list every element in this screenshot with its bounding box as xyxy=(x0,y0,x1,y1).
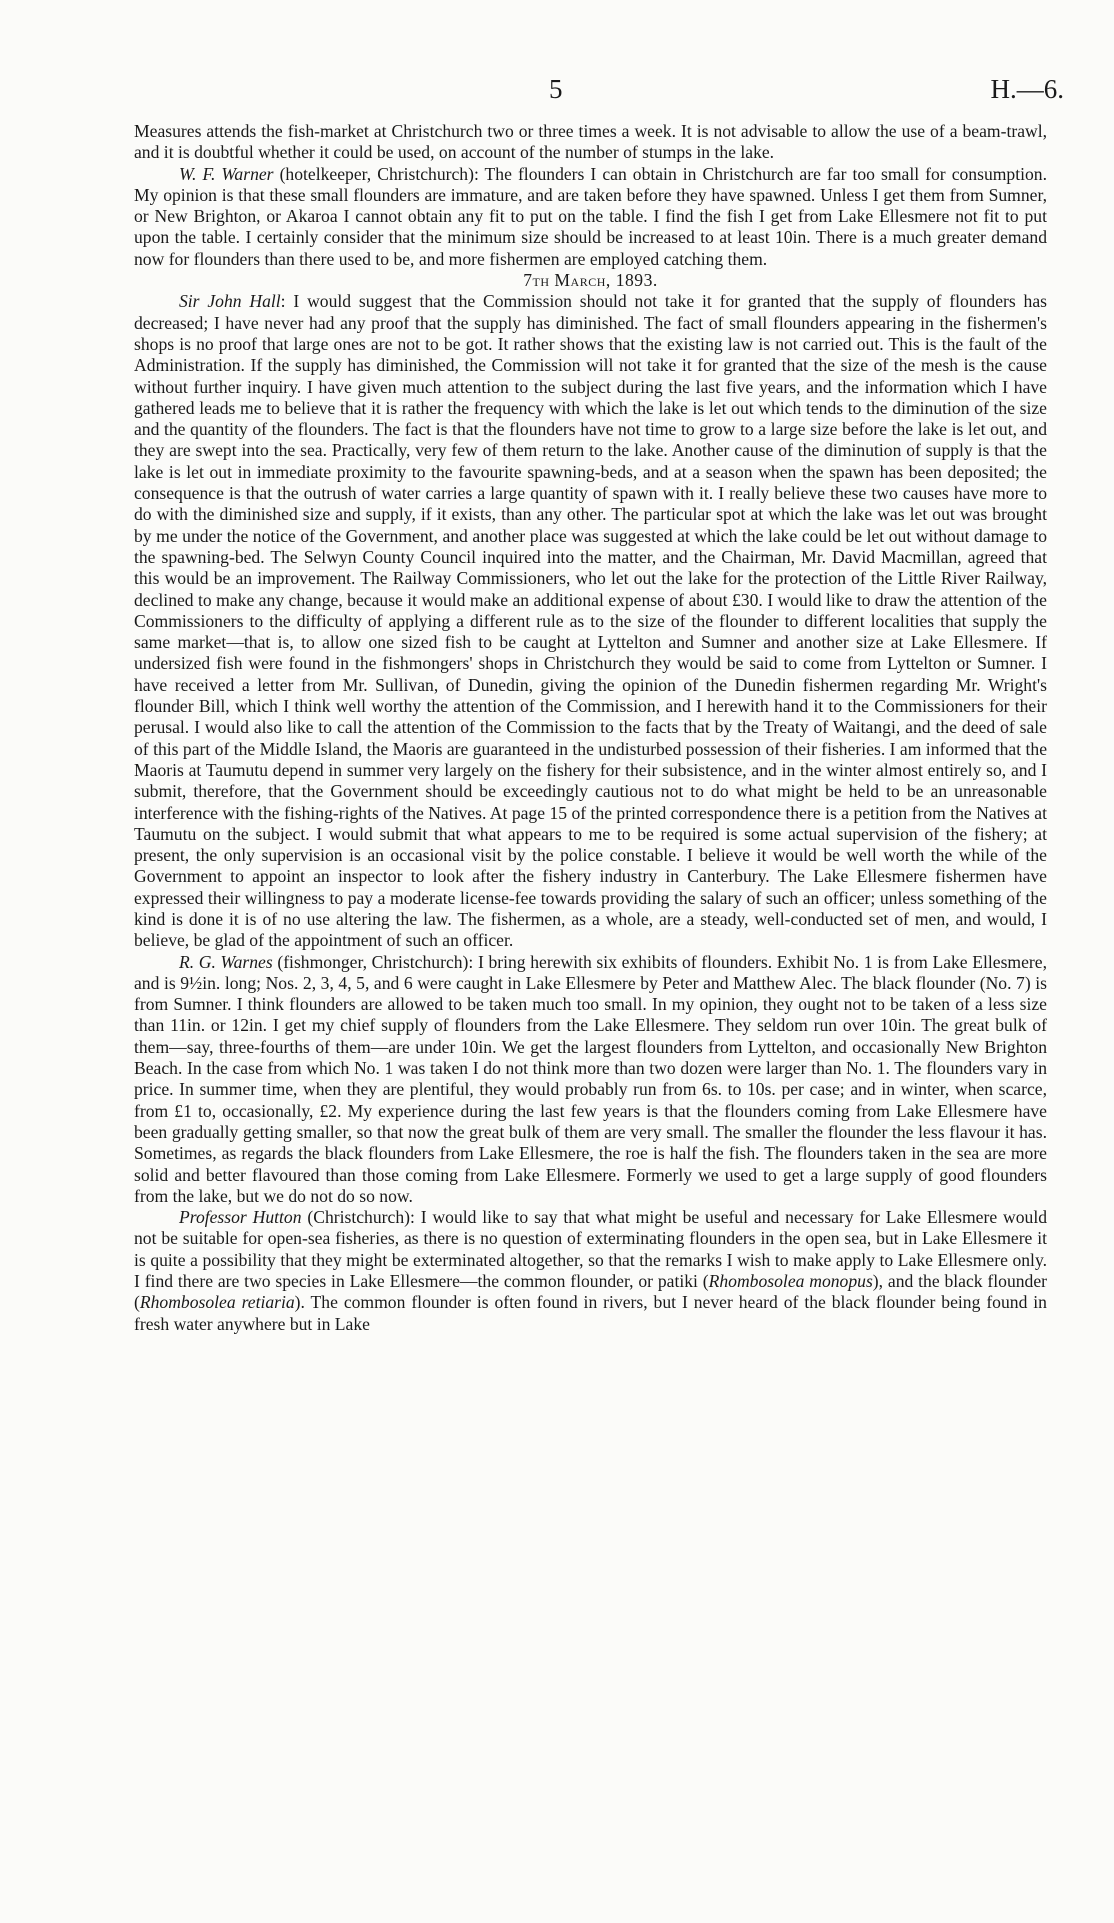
testimony-text: (hotelkeeper, Christchurch): The flounders I can obtain in Christchurch are far too small for consumption. My opinion is that these small flounders are immature, and are taken before they have spawned. Unless I get them from Sumner, or New Brighton, or Akaroa I cannot obtain any fit to put on the table. I find the fish I get from Lake Ellesmere not fit to put upon the table. I certainly consider that the minimum size should be increased to at least 10in. There is a much greater demand now for flounders than there used to be, and more fishermen are employed catching them. xyxy=(134,163,1047,269)
continuation-paragraph: Measures attends the fish-market at Christchurch two or three times a week. It is not advisable to allow the use of a beam-trawl, and it is doubtful whether it could be used, on account of the number of stumps in the lake. xyxy=(134,121,1047,163)
date-year: , 1893. xyxy=(605,270,658,291)
species-name: Rhombosolea monopus xyxy=(708,1271,873,1292)
speaker-name: Professor Hutton xyxy=(179,1207,302,1228)
page-header xyxy=(0,74,1114,108)
document-code: H.—6. xyxy=(990,74,1064,104)
testimony-text: (fishmonger, Christchurch): I bring herewith six exhibits of flounders. Exhibit No. 1 is from Lake Ellesmere, and is 9½in. long; Nos. 2, 3, 4, 5, and 6 were caught in Lake Ellesmere by Peter and Matthew Alec. The black flounder (No. 7) is from Sumner. I think flounders are allowed to be taken much too small. In my opinion, they ought not to be taken of a less size than 11in. or 12in. I get my chief supply of flounders from the Lake Ellesmere. They seldom run over 10in. The great bulk of them—say, three-fourths of them—are under 10in. We get the largest flounders from Lyttelton, and occasionally New Brighton Beach. In the case from which No. 1 was taken I do not think more than two dozen were larger than No. 1. The flounders vary in price. In summer time, when they are plentiful, they would probably run from 6s. to 10s. per case; and in winter, when scarce, from £1 to, occasionally, £2. My experience during the last few years is that the flounders coming from Lake Ellesmere have been gradually getting smaller, so that now the great bulk of them are very small. The smaller the flounder the less flavour it has. Sometimes, as regards the black flounders from Lake Ellesmere, the roe is half the fish. The flounders taken in the sea are more solid and better flavoured than those coming from Lake Ellesmere. Formerly we used to get a large supply of good flounders from the lake, but we do not do so now. xyxy=(134,951,1047,1206)
page-number: 5 xyxy=(549,74,563,104)
testimony-text: ). The common flounder is often found in rivers, but I never heard of the black flounder being found in fresh water anywhere but in Lake xyxy=(134,1292,1047,1334)
testimony-text: (Christchurch): I would like to say that what might be useful and necessary for Lake Ellesmere would not be suitable for open-sea fisheries, as there is no question of exterminating flounders in the open sea, but in Lake Ellesmere it is quite a possibility that they might be exterminated altogether, so that the remarks I wish to make apply to Lake Ellesmere only. I find there are two species in Lake Ellesmere—the common flounder, or patiki ( xyxy=(134,1207,1047,1292)
session-date xyxy=(134,270,1047,291)
date-month: March xyxy=(554,270,606,291)
testimony-text: ), and the black flounder ( xyxy=(134,1271,1048,1313)
testimony-warner xyxy=(134,164,1047,270)
species-name: Rhombosolea retiaria xyxy=(139,1292,295,1313)
speaker-name: Sir John Hall xyxy=(179,291,281,312)
speaker-name: R. G. Warnes xyxy=(179,951,273,972)
testimony-warnes xyxy=(134,952,1047,1208)
date-day: 7th xyxy=(523,270,550,291)
testimony-hall xyxy=(134,291,1047,951)
testimony-text: : I would suggest that the Commission should not take it for granted that the supply of flounders has decreased; I have never had any proof that the supply has diminished. The fact of small flounders appearing in the fishermen's shops is no proof that large ones are not to be got. It rather shows that the existing law is not carried out. This is the fault of the Administration. If the supply has diminished, the Commission will not take it for granted that the size of the mesh is the cause without further inquiry. I have given much attention to the subject during the last five years, and the information which I have gathered leads me to believe that it is rather the frequency with which the lake is let out which tends to the diminution of the size and the quantity of the flounders. The fact is that the flounders have not time to grow to a large size before the lake is let out, and they are swept into the sea. Practically, very few of them return to the lake. Another cause of the diminution of supply is that the lake is let out in immediate proximity to the favourite spawning-beds, and at a season when the spawn has been deposited; the consequence is that the outrush of water carries a large quantity of spawn with it. I really believe these two causes have more to do with the diminished size and supply, if it exists, than any other. The particular spot at which the lake was let out was brought by me under the notice of the Government, and another place was suggested at which the lake could be let out without damage to the spawning-bed. The Selwyn County Council inquired into the matter, and the Chairman, Mr. David Macmillan, agreed that this would be an improvement. The Railway Commissioners, who let out the lake for the protection of the Little River Railway, declined to make any change, because it would make an additional expense of about £30. I would like to draw the attention of the Commissioners to the difficulty of applying a different rule as to the size of the flounder to different localities that supply the same market—that is, to allow one sized fish to be caught at Lyttelton and Sumner and another size at Lake Ellesmere. If undersized fish were found in the fishmongers' shops in Christchurch they would be said to come from Lyttelton or Sumner. I have received a letter from Mr. Sullivan, of Dunedin, giving the opinion of the Dunedin fishermen regarding Mr. Wright's flounder Bill, which I think well worthy the attention of the Commission, and I herewith hand it to the Commissioners for their perusal. I would also like to call the attention of the Commission to the facts that by the Treaty of Waitangi, and the deed of sale of this part of the Middle Island, the Maoris are guaranteed in the undisturbed possession of their fisheries. I am informed that the Maoris at Taumutu depend in summer very largely on the fishery for their subsistence, and in the winter almost entirely so, and I submit, therefore, that the Government should be exceedingly cautious not to do what might be held to be an unreasonable interference with the fishing-rights of the Natives. At page 15 of the printed correspondence there is a petition from the Natives at Taumutu on the subject. I would submit that what appears to me to be required is some actual supervision of the fishery; at present, the only supervision is an occasional visit by the police constable. I believe it would be well worth the while of the Government to appoint an inspector to look after the fishery industry in Canterbury. The Lake Ellesmere fishermen have expressed their willingness to pay a moderate license-fee towards providing the salary of such an officer; unless something of the kind is done it is of no use altering the law. The fishermen, as a whole, are a steady, well-conducted set of men, and would, I believe, be glad of the appointment of such an officer. xyxy=(134,291,1047,951)
speaker-name: W. F. Warner xyxy=(179,163,274,184)
testimony-hutton xyxy=(134,1207,1047,1335)
body-text xyxy=(134,121,1047,1335)
